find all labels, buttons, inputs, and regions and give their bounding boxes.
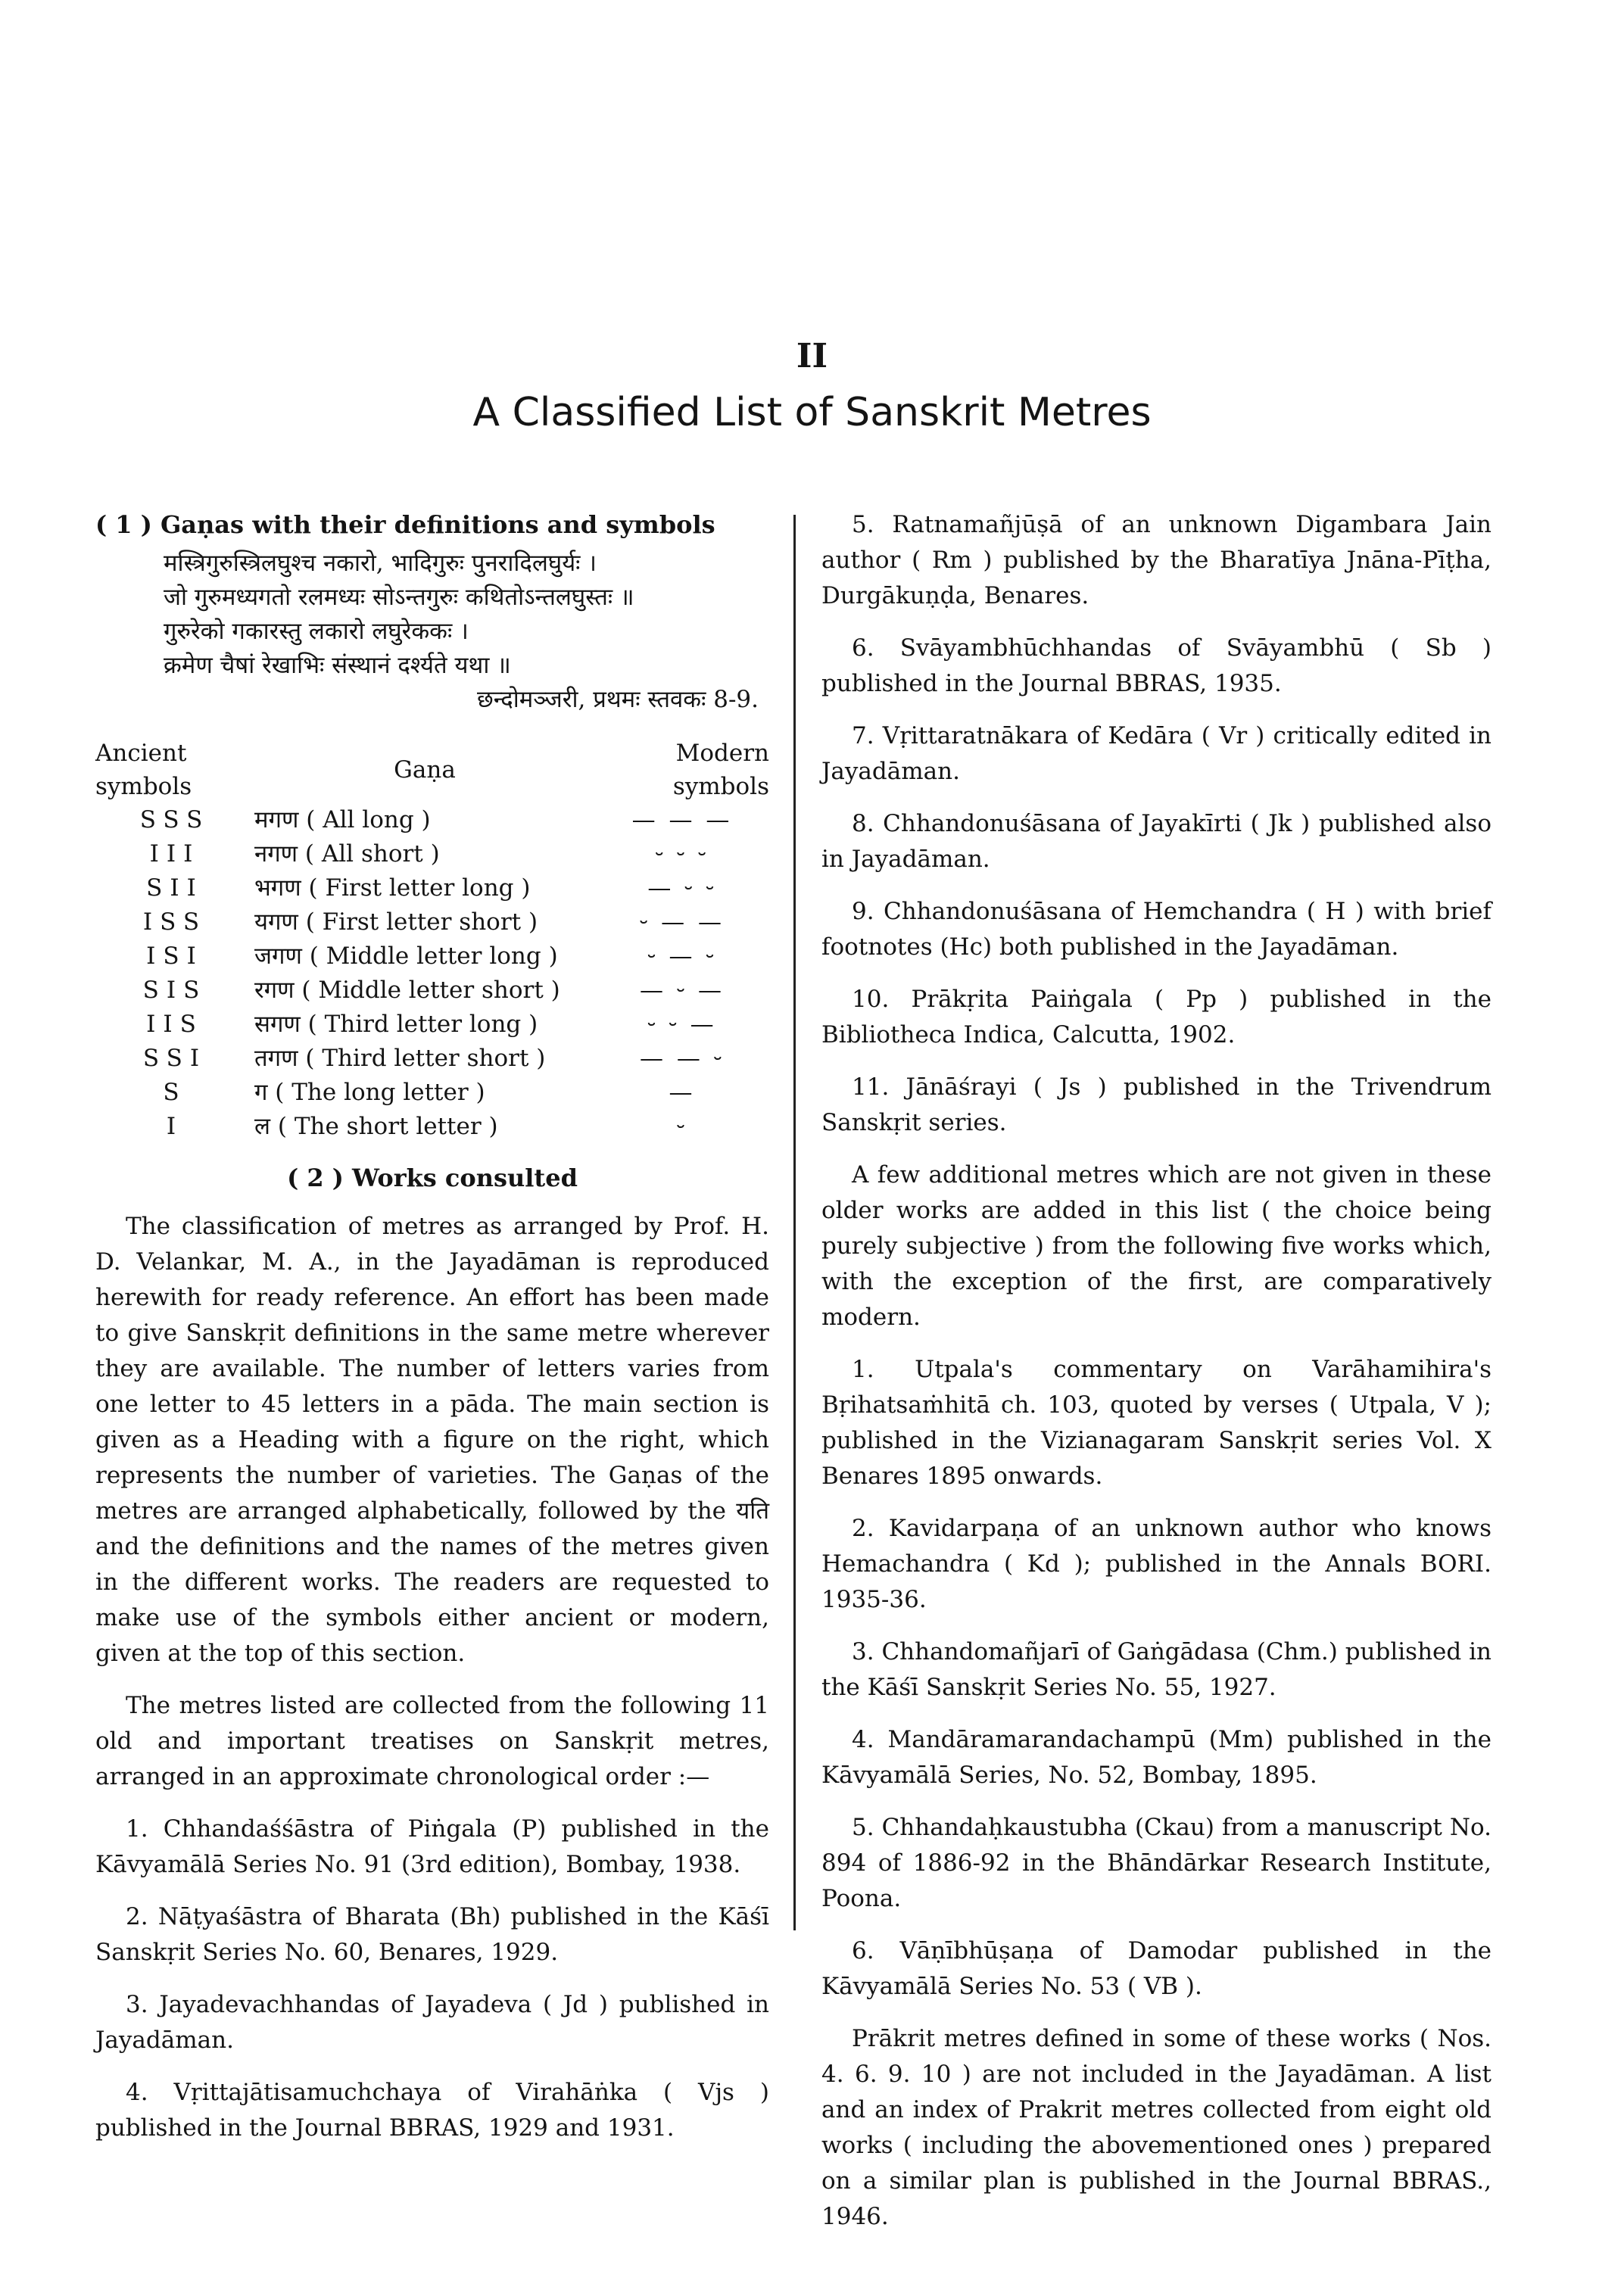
ancient-symbol: SSS <box>139 806 210 833</box>
paragraph: The metres listed are collected from the following 11 old and important treatises on Sanskṛit metres, arranged in an approximate chronological order :— <box>95 1692 769 1790</box>
list-item: 3. Chhandomañjarī of Gaṅgādasa (Chm.) published in the Kāśī Sanskṛit Series No. 55, 1927. <box>821 1638 1492 1701</box>
list-item: 4. Vṛittajātisamuchchaya of Virahāṅka ( Vjs ) published in the Journal BBRAS, 1929 and 1931. <box>95 2079 769 2142</box>
gana-name: तगण ( Third letter short ) <box>254 1045 546 1072</box>
ancient-symbol: SIS <box>142 977 207 1004</box>
gana-name: यगण ( First letter short ) <box>254 908 538 936</box>
list-item: 6. Svāyambhūchhandas of Svāyambhū ( Sb ) published in the Journal BBRAS, 1935. <box>821 634 1492 697</box>
modern-symbol: — — — <box>631 806 733 833</box>
ancient-symbol: S <box>163 1079 187 1106</box>
left-column <box>95 507 769 2163</box>
list-item: 11. Jānāśrayi ( Js ) published in the Trivendrum Sanskṛit series. <box>821 1073 1492 1136</box>
table-row <box>95 939 769 974</box>
table-row <box>95 974 769 1008</box>
list-item: 1. Chhandaśśāstra of Piṅgala (P) published in the Kāvyamālā Series No. 91 (3rd edition), Bombay, 1938. <box>95 1815 769 1878</box>
gana-name: ल ( The short letter ) <box>254 1113 498 1140</box>
list-item: 7. Vṛittaratnākara of Kedāra ( Vr ) critically edited in Jayadāman. <box>821 722 1492 785</box>
table-row <box>95 803 769 837</box>
table-row <box>95 1110 769 1144</box>
modern-symbol: — ⏑ ⏑ <box>647 874 717 902</box>
ancient-symbol: III <box>149 840 201 868</box>
col-modern-header: Modern symbols <box>672 740 769 800</box>
gana-name: नगण ( All short ) <box>254 840 440 868</box>
paragraph: A few additional metres which are not given in these older works are added in this list ( the choice being purely subjective ) from the following five works which, with the exception of the first, are comparatively modern. <box>821 1161 1492 1331</box>
modern-symbol: — — ⏑ <box>639 1045 725 1072</box>
ancient-symbol: IIS <box>146 1011 204 1038</box>
modern-symbol: ⏑ ⏑ — <box>647 1011 717 1038</box>
modern-symbol: ⏑ ⏑ ⏑ <box>655 840 709 868</box>
table-row <box>95 837 769 871</box>
column-divider <box>793 515 796 1930</box>
gana-name: ग ( The long letter ) <box>254 1079 485 1106</box>
page-number: II <box>796 337 828 375</box>
modern-symbol: ⏑ — ⏑ <box>647 942 717 970</box>
ancient-symbol: ISI <box>146 942 204 970</box>
modern-symbol: ⏑ <box>676 1113 688 1140</box>
gana-name: भगण ( First letter long ) <box>254 874 531 902</box>
gana-name: रगण ( Middle letter short ) <box>254 977 560 1004</box>
modern-symbol: — ⏑ — <box>639 977 725 1004</box>
ancient-symbol: SII <box>146 874 204 902</box>
table-row <box>95 1008 769 1042</box>
verse-line: गुरुरेको गकारस्तु लकारो लघुरेककः । <box>164 618 469 645</box>
col-ancient-header: Ancient symbols <box>95 740 192 800</box>
gana-name: सगण ( Third letter long ) <box>254 1011 538 1038</box>
list-item: 4. Mandāramarandachampū (Mm) published in the Kāvyamālā Series, No. 52, Bombay, 1895. <box>821 1726 1492 1789</box>
paragraph: The classification of metres as arranged by Prof. H. D. Velankar, M. A., in the Jayadāman is reproduced herewith for ready reference. An effort has been made to give Sanskṛit definitions in the same metre wherever they are available. The number of letters varies from one letter to 45 letters in a pāda. The main section is given as a Heading with a figure on the right, which represents the number of varieties. The Gaṇas of the metres are arranged alphabetically, followed by the यति and the definitions and the names of the metres given in the different works. The readers are requested to make use of the symbols either ancient or modern, given at the top of this section. <box>95 1213 769 1667</box>
ancient-symbol: I <box>166 1113 184 1140</box>
verse-line: मस्त्रिगुरुस्त्रिलघुश्च नकारो, भादिगुरुः पुनरादिलघुर्यः । <box>164 550 597 577</box>
table-row <box>95 905 769 939</box>
gana-table <box>95 737 769 1144</box>
modern-symbol: ⏑ — — <box>639 908 725 936</box>
verse-line: जो गुरुमध्यगतो रलमध्यः सोऽन्तगुरुः कथितोऽन्तलघुस्तः ॥ <box>164 584 634 611</box>
page-title: A Classified List of Sanskrit Metres <box>472 390 1152 435</box>
right-column <box>821 507 1492 2251</box>
gana-name: मगण ( All long ) <box>254 806 431 833</box>
modern-symbol: — <box>669 1079 696 1106</box>
list-item: 5. Chhandaḥkaustubha (Ckau) from a manuscript No. 894 of 1886-92 in the Bhāndārkar Research Institute, Poona. <box>821 1814 1492 1912</box>
gana-name: जगण ( Middle letter long ) <box>254 942 558 970</box>
list-item: 6. Vāṇībhūṣaṇa of Damodar published in the Kāvyamālā Series No. 53 ( VB ). <box>821 1937 1492 2000</box>
list-item: 9. Chhandonuśāsana of Hemchandra ( H ) with brief footnotes (Hc) both published in the Jayadāman. <box>821 898 1492 961</box>
list-item: 2. Nāṭyaśāstra of Bharata (Bh) published in the Kāśī Sanskṛit Series No. 60, Benares, 1929. <box>95 1903 769 1966</box>
list-item: 2. Kavidarpaṇa of an unknown author who knows Hemachandra ( Kd ); published in the Annals BORI. 1935-36. <box>821 1515 1492 1613</box>
table-row <box>95 871 769 905</box>
list-item: 1. Utpala's commentary on Varāhamihira's Bṛihatsaṁhitā ch. 103, quoted by verses ( Utpala, V ); published in the Vizianagaram Sanskṛit series Vol. X Benares 1895 onwards. <box>821 1356 1492 1490</box>
table-row <box>95 1076 769 1110</box>
ancient-symbol: ISS <box>142 908 207 936</box>
ancient-symbol: SSI <box>142 1045 207 1072</box>
table-header-row <box>95 737 769 803</box>
verse-source: छन्दोमञ्जरी, प्रथमः स्तवकः 8-9. <box>476 686 759 713</box>
col-gana-header: Gaṇa <box>394 756 456 784</box>
list-item: 3. Jayadevachhandas of Jayadeva ( Jd ) published in Jayadāman. <box>95 1991 769 2054</box>
list-item: 5. Ratnamañjūṣā of an unknown Digambara Jain author ( Rm ) published by the Bharatīya Jnāna-Pīṭha, Durgākuṇḍa, Benares. <box>821 511 1492 609</box>
section-heading-works: ( 2 ) Works consulted <box>287 1164 578 1192</box>
sanskrit-verse <box>95 547 769 683</box>
list-item: 10. Prākṛita Paiṅgala ( Pp ) published in the Bibliotheca Indica, Calcutta, 1902. <box>821 986 1492 1048</box>
paragraph: Prākrit metres defined in some of these works ( Nos. 4. 6. 9. 10 ) are not included in the Jayadāman. A list and an index of Prakrit metres collected from eight old works ( including the abovementioned ones ) prepared on a similar plan is published in the Journal BBRAS., 1946. <box>821 2025 1492 2230</box>
table-row <box>95 1042 769 1076</box>
list-item: 8. Chhandonuśāsana of Jayakīrti ( Jk ) published also in Jayadāman. <box>821 810 1492 873</box>
verse-line: क्रमेण चैषां रेखाभिः संस्थानं दर्श्यते यथा ॥ <box>164 652 511 679</box>
section-heading-ganas: ( 1 ) Gaṇas with their definitions and symbols <box>95 510 715 539</box>
